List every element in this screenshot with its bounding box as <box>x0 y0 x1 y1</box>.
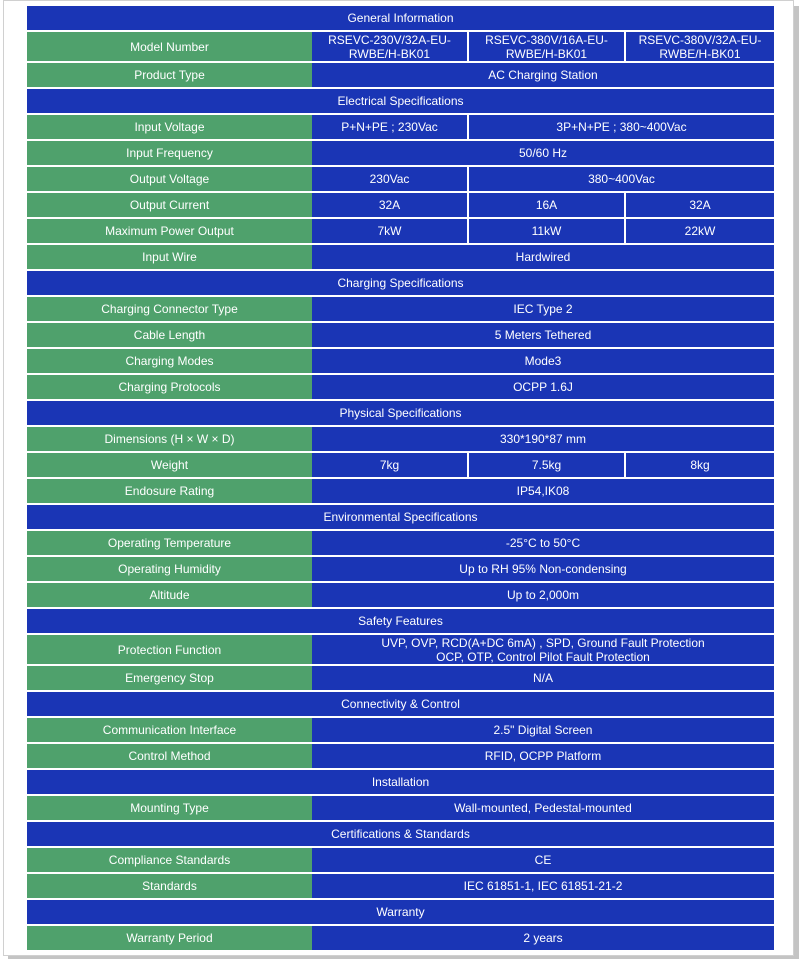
spec-row <box>27 744 774 768</box>
specification-table <box>27 4 774 952</box>
value-input-frequency: 50/60 Hz <box>312 141 774 165</box>
spec-row <box>27 427 774 451</box>
label-charging-protocols: Charging Protocols <box>27 375 312 399</box>
value-mounting-type: Wall-mounted, Pedestal-mounted <box>312 796 774 820</box>
label-weight: Weight <box>27 453 312 477</box>
label-cable-length: Cable Length <box>27 323 312 347</box>
value-output-voltage-three: 380~400Vac <box>467 167 774 191</box>
spec-row <box>27 635 774 664</box>
spec-row <box>27 848 774 872</box>
spec-row <box>27 531 774 555</box>
spec-row <box>27 323 774 347</box>
label-product-type: Product Type <box>27 63 312 87</box>
label-input-frequency: Input Frequency <box>27 141 312 165</box>
value-weight-3: 8kg <box>624 453 774 477</box>
section-heading-warranty: Warranty <box>27 900 774 924</box>
label-dimensions: Dimensions (H × W × D) <box>27 427 312 451</box>
label-standards: Standards <box>27 874 312 898</box>
spec-row <box>27 349 774 373</box>
value-input-wire: Hardwired <box>312 245 774 269</box>
spec-row <box>27 115 774 139</box>
label-emergency-stop: Emergency Stop <box>27 666 312 690</box>
label-input-wire: Input Wire <box>27 245 312 269</box>
spec-row <box>27 453 774 477</box>
value-model-3: RSEVC-380V/32A-EU-RWBE/H-BK01 <box>624 32 774 61</box>
label-communication-interface: Communication Interface <box>27 718 312 742</box>
section-heading-electrical: Electrical Specifications <box>27 89 774 113</box>
label-mounting-type: Mounting Type <box>27 796 312 820</box>
spec-row <box>27 926 774 950</box>
label-charging-modes: Charging Modes <box>27 349 312 373</box>
value-model-1: RSEVC-230V/32A-EU-RWBE/H-BK01 <box>312 32 467 61</box>
value-weight-1: 7kg <box>312 453 467 477</box>
protection-line-2: OCP, OTP, Control Pilot Fault Protection <box>436 649 650 664</box>
spec-row <box>27 63 774 87</box>
value-output-voltage-single: 230Vac <box>312 167 467 191</box>
label-operating-temperature: Operating Temperature <box>27 531 312 555</box>
spec-row <box>27 583 774 607</box>
section-row <box>27 505 774 529</box>
spec-row <box>27 666 774 690</box>
section-row <box>27 822 774 846</box>
label-max-power: Maximum Power Output <box>27 219 312 243</box>
spec-row <box>27 297 774 321</box>
section-heading-safety: Safety Features <box>27 609 774 633</box>
label-connector-type: Charging Connector Type <box>27 297 312 321</box>
spec-row <box>27 718 774 742</box>
value-product-type: AC Charging Station <box>312 63 774 87</box>
value-dimensions: 330*190*87 mm <box>312 427 774 451</box>
value-input-voltage-single: P+N+PE ; 230Vac <box>312 115 467 139</box>
value-protection-function <box>312 635 774 664</box>
section-heading-certifications: Certifications & Standards <box>27 822 774 846</box>
section-heading-general: General Information <box>27 6 774 30</box>
value-cable-length: 5 Meters Tethered <box>312 323 774 347</box>
label-output-current: Output Current <box>27 193 312 217</box>
section-row <box>27 692 774 716</box>
label-protection-function: Protection Function <box>27 635 312 664</box>
value-standards: IEC 61851-1, IEC 61851-21-2 <box>312 874 774 898</box>
section-heading-environmental: Environmental Specifications <box>27 505 774 529</box>
spec-row <box>27 874 774 898</box>
value-communication-interface: 2.5" Digital Screen <box>312 718 774 742</box>
value-model-2: RSEVC-380V/16A-EU-RWBE/H-BK01 <box>467 32 624 61</box>
spec-row <box>27 796 774 820</box>
label-control-method: Control Method <box>27 744 312 768</box>
label-input-voltage: Input Voltage <box>27 115 312 139</box>
value-max-power-1: 7kW <box>312 219 467 243</box>
value-enclosure-rating: IP54,IK08 <box>312 479 774 503</box>
spec-row <box>27 167 774 191</box>
section-heading-physical: Physical Specifications <box>27 401 774 425</box>
spec-row <box>27 375 774 399</box>
label-model-number: Model Number <box>27 32 312 61</box>
page-shadow-right <box>794 6 799 958</box>
section-row <box>27 401 774 425</box>
value-output-current-3: 32A <box>624 193 774 217</box>
spec-row <box>27 32 774 61</box>
section-heading-charging: Charging Specifications <box>27 271 774 295</box>
section-row <box>27 6 774 30</box>
protection-line-1: UVP, OVP, RCD(A+DC 6mA) , SPD, Ground Fault Protection <box>381 635 705 650</box>
spec-row <box>27 479 774 503</box>
spec-row <box>27 219 774 243</box>
spec-row <box>27 193 774 217</box>
value-compliance-standards: CE <box>312 848 774 872</box>
value-output-current-2: 16A <box>467 193 624 217</box>
value-max-power-3: 22kW <box>624 219 774 243</box>
value-altitude: Up to 2,000m <box>312 583 774 607</box>
label-output-voltage: Output Voltage <box>27 167 312 191</box>
spec-row <box>27 245 774 269</box>
value-output-current-1: 32A <box>312 193 467 217</box>
section-row <box>27 89 774 113</box>
section-row <box>27 271 774 295</box>
section-row <box>27 770 774 794</box>
value-max-power-2: 11kW <box>467 219 624 243</box>
value-charging-protocols: OCPP 1.6J <box>312 375 774 399</box>
value-control-method: RFID, OCPP Platform <box>312 744 774 768</box>
value-operating-humidity: Up to RH 95% Non-condensing <box>312 557 774 581</box>
section-row <box>27 900 774 924</box>
label-enclosure-rating: Endosure Rating <box>27 479 312 503</box>
label-operating-humidity: Operating Humidity <box>27 557 312 581</box>
value-operating-temperature: -25°C to 50°C <box>312 531 774 555</box>
value-charging-modes: Mode3 <box>312 349 774 373</box>
section-row <box>27 609 774 633</box>
label-compliance-standards: Compliance Standards <box>27 848 312 872</box>
label-warranty-period: Warranty Period <box>27 926 312 950</box>
spec-row <box>27 141 774 165</box>
value-weight-2: 7.5kg <box>467 453 624 477</box>
value-connector-type: IEC Type 2 <box>312 297 774 321</box>
spec-row <box>27 557 774 581</box>
value-warranty-period: 2 years <box>312 926 774 950</box>
section-heading-installation: Installation <box>27 770 774 794</box>
label-altitude: Altitude <box>27 583 312 607</box>
value-emergency-stop: N/A <box>312 666 774 690</box>
section-heading-connectivity: Connectivity & Control <box>27 692 774 716</box>
value-input-voltage-three: 3P+N+PE ; 380~400Vac <box>467 115 774 139</box>
